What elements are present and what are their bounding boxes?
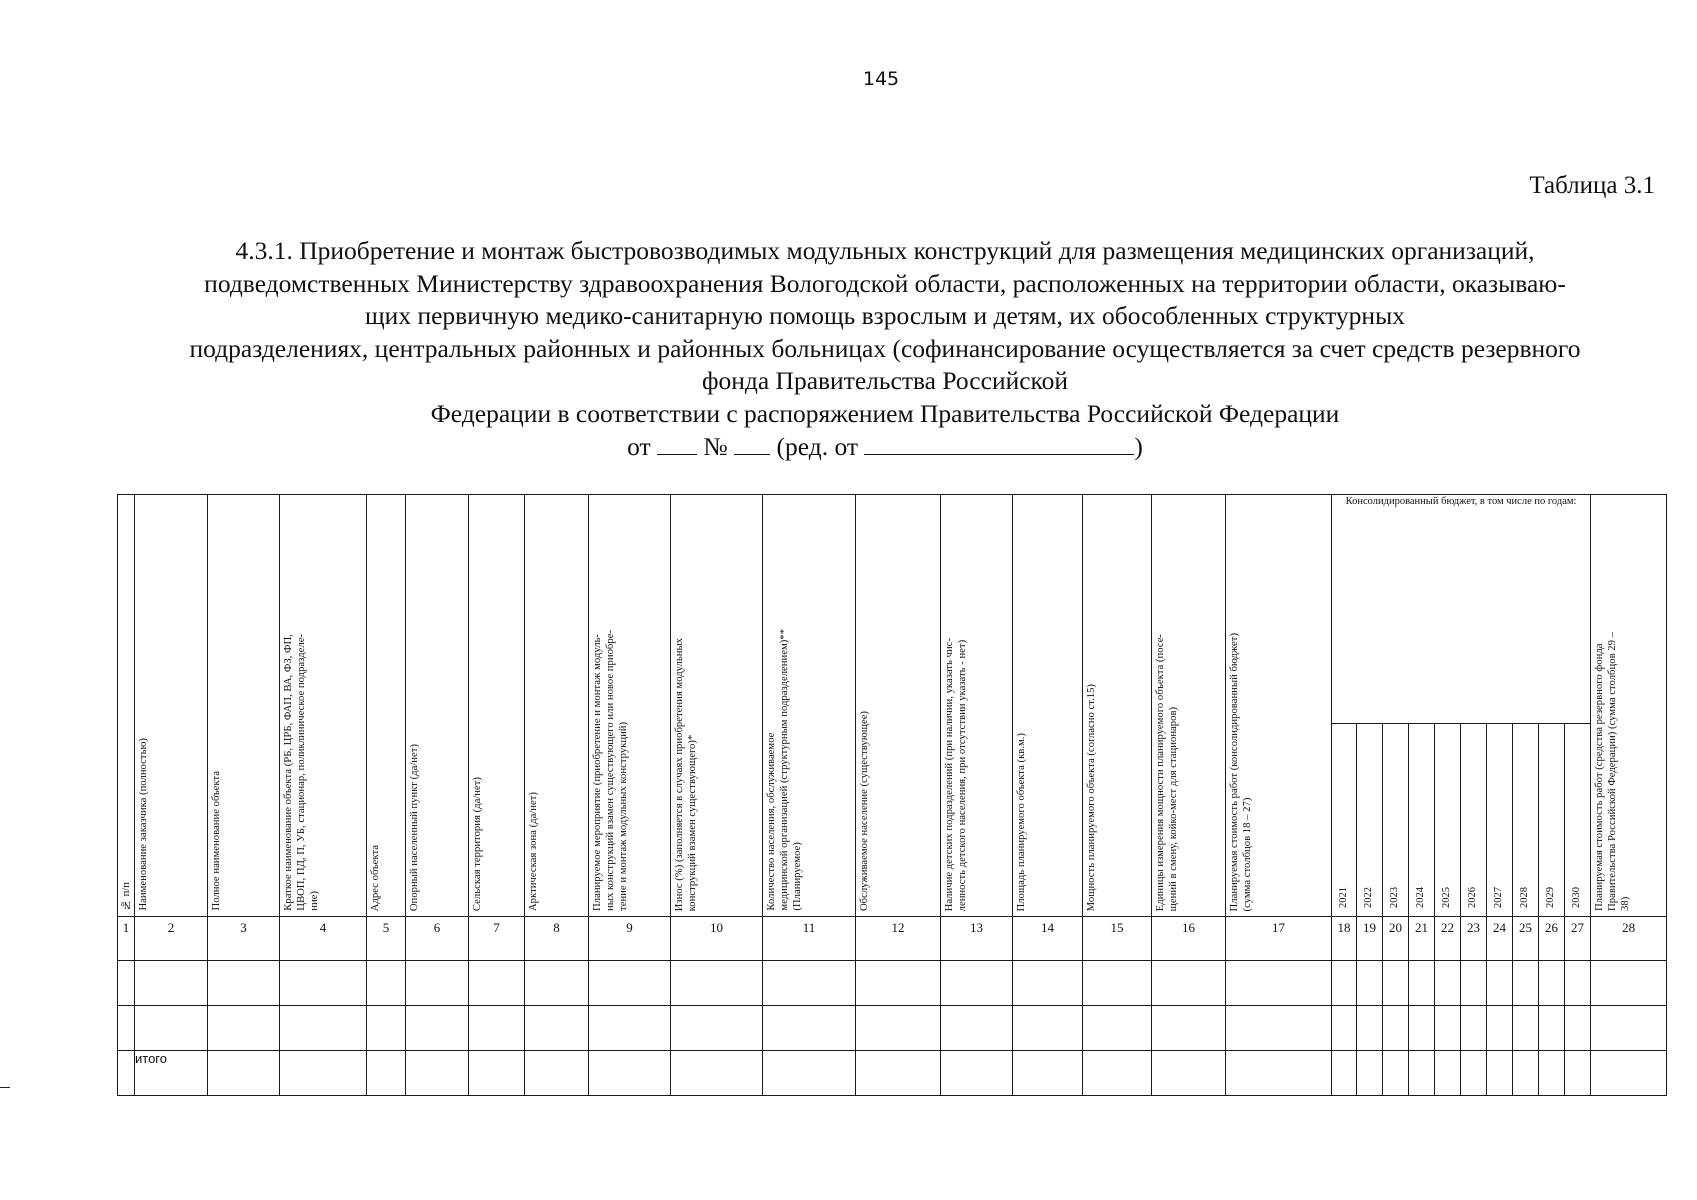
column-number: 13 [941, 917, 1013, 961]
column-number: 21 [1409, 917, 1435, 961]
year-2023: 2023 [1383, 724, 1409, 917]
number-label: № [703, 432, 728, 461]
header-cell-9: Планируемое мероприятие (приобретение и монтаж модуль- ных конструкций взамен существующего или новое приобре- тение и монтаж модульных конструкций) [589, 495, 671, 917]
header-cell-6: Опорный населенный пункт (да/нет) [406, 495, 469, 917]
from-label: от [627, 432, 651, 461]
column-number: 27 [1565, 917, 1591, 961]
column-number: 10 [671, 917, 763, 961]
column-number: 17 [1226, 917, 1332, 961]
column-number: 19 [1357, 917, 1383, 961]
header-cell-3: Полное наименование объекта [208, 495, 280, 917]
year-2024: 2024 [1409, 724, 1435, 917]
column-number: 6 [406, 917, 469, 961]
column-number: 28 [1591, 917, 1667, 961]
column-number: 1 [118, 917, 135, 961]
edition-blank [864, 430, 1134, 455]
header-cell-8: Арктическая зона (да/нет) [525, 495, 589, 917]
number-blank [734, 430, 770, 455]
heading-line-4: подразделениях, центральных районных и районных больницах (софинансирование осуществляется за счет средств резервного [189, 333, 1581, 363]
heading-line-6: Федерации в соответствии с распоряжением Правительства Российской Федерации [430, 398, 1340, 428]
column-number: 4 [280, 917, 367, 961]
column-number: 2 [135, 917, 208, 961]
year-2030: 2030 [1565, 724, 1591, 917]
column-number: 9 [589, 917, 671, 961]
page-number: 145 [862, 68, 900, 90]
consolidated-budget-header: Консолидированный бюджет, в том числе по годам: [1332, 495, 1591, 724]
column-number: 3 [208, 917, 280, 961]
heading-line-5: фонда Правительства Российской [701, 366, 1069, 395]
year-2027: 2027 [1487, 724, 1513, 917]
edition-label: (ред. от [776, 432, 859, 461]
form-table [117, 494, 1667, 1096]
header-cell-7: Сельская территория (да/нет) [469, 495, 525, 917]
column-number: 23 [1461, 917, 1487, 961]
column-number: 15 [1083, 917, 1152, 961]
edition-close: ) [1134, 432, 1143, 461]
year-2029: 2029 [1539, 724, 1565, 917]
document-heading [110, 235, 1660, 464]
year-2025: 2025 [1435, 724, 1461, 917]
header-cell-14: Площадь планируемого объекта (кв.м.) [1013, 495, 1083, 917]
heading-line-1: 4.3.1. Приобретение и монтаж быстровозводимых модульных конструкций для размещения медицинских организаций, [235, 236, 1535, 265]
total-label: итого [135, 1051, 208, 1096]
header-cell-28: Планируемая стоимость работ (средства резервного фонда Правительства Российской Федерации) (сумма столбцов 29 – 38) [1591, 495, 1667, 917]
year-2026: 2026 [1461, 724, 1487, 917]
header-cell-5: Адрес объекта [367, 495, 406, 917]
column-number: 25 [1513, 917, 1539, 961]
heading-line-3: щих первичную медико-санитарную помощь взрослым и детям, их обособленных структурных [365, 301, 1405, 330]
header-cell-2: Наименование заказчика (полностью) [135, 495, 208, 917]
column-numbers-row [118, 917, 1667, 961]
header-cell-1: № п/п [118, 495, 135, 917]
header-cell-4: Краткое наименование объекта (РБ, ЦРБ, ФАП, ВА, ФЗ, ФП, ЦВОП, ПД, П, УБ, стационар, поликлиническое подразделе- ние) [280, 495, 367, 917]
column-number: 18 [1332, 917, 1357, 961]
header-cell-10: Износ (%) (заполняется в случаях приобретения модульных конструкций взамен существующего)* [671, 495, 763, 917]
column-number: 24 [1487, 917, 1513, 961]
column-number: 20 [1383, 917, 1409, 961]
column-number: 11 [763, 917, 856, 961]
header-cell-12: Обслуживаемое население (существующее) [856, 495, 941, 917]
header-cell-13: Наличие детских подразделений (при наличии, указать чис- ленность детского населения, при отсутствии указать - нет) [941, 495, 1013, 917]
year-2021: 2021 [1332, 724, 1357, 917]
empty-data-row [118, 961, 1667, 1006]
column-number: 26 [1539, 917, 1565, 961]
column-number: 22 [1435, 917, 1461, 961]
column-number: 12 [856, 917, 941, 961]
edge-mark [0, 1087, 10, 1088]
year-2028: 2028 [1513, 724, 1539, 917]
empty-data-row [118, 1006, 1667, 1051]
year-2022: 2022 [1357, 724, 1383, 917]
column-number: 7 [469, 917, 525, 961]
header-cell-11: Количество населения, обслуживаемое медицинской организацией (структурным подразделением)** (Планируемое) [763, 495, 856, 917]
table-label: Таблица 3.1 [1529, 172, 1655, 199]
column-number: 16 [1152, 917, 1226, 961]
header-cell-17: Планируемая стоимость работ (консолидированный бюджет) (сумма столбцов 18 – 27) [1226, 495, 1332, 917]
header-row [118, 495, 1667, 724]
column-number: 5 [367, 917, 406, 961]
header-cell-16: Единицы измерения мощности планируемого объекта (посе- щений в смену, койко-мест для стационаров) [1152, 495, 1226, 917]
heading-line-7 [110, 430, 1660, 464]
heading-line-2: подведомственных Министерству здравоохранения Вологодской области, расположенных на территории области, оказываю- [204, 268, 1566, 298]
header-cell-15: Мощность планируемого объекта (согласно ст.15) [1083, 495, 1152, 917]
total-row [118, 1051, 1667, 1096]
column-number: 8 [525, 917, 589, 961]
column-number: 14 [1013, 917, 1083, 961]
date-blank [657, 430, 697, 455]
